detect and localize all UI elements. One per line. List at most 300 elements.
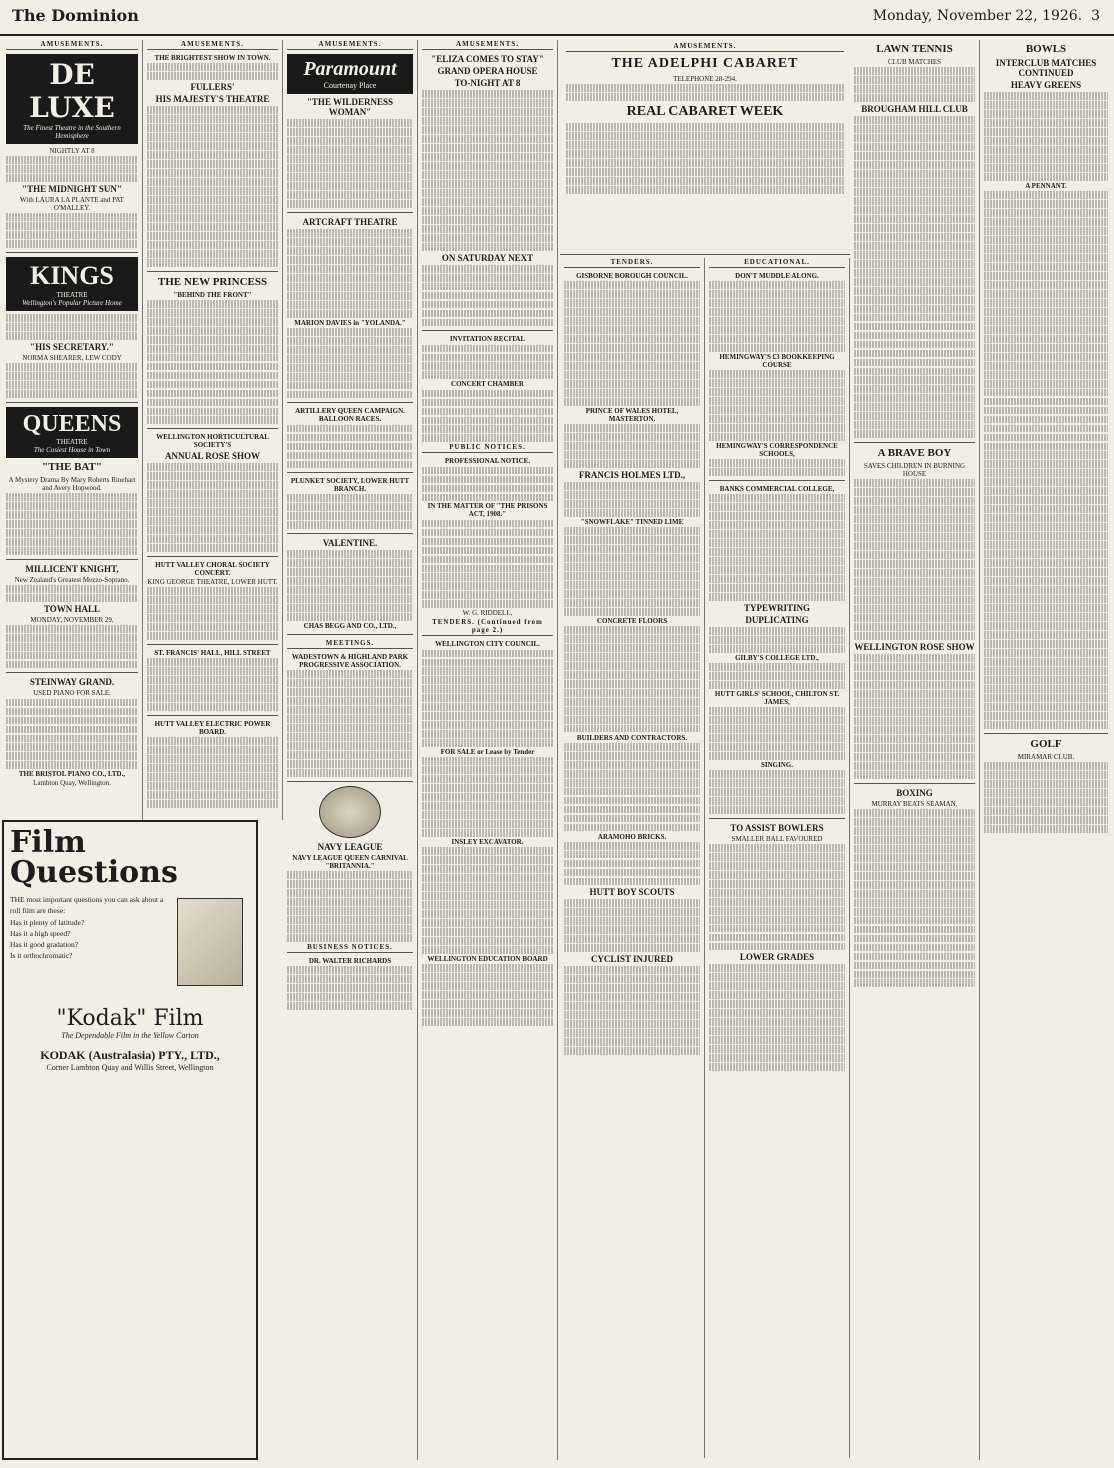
text-line	[709, 925, 845, 933]
duplicating: DUPLICATING	[745, 614, 809, 625]
text-line	[984, 173, 1108, 181]
text-line	[564, 806, 700, 814]
text-line	[422, 964, 553, 972]
text-line	[422, 345, 553, 353]
text-line	[564, 671, 700, 679]
text-line	[564, 635, 700, 643]
text-line	[422, 937, 553, 945]
divider	[147, 271, 278, 272]
text-line	[422, 573, 553, 581]
public-heading: PUBLIC NOTICES.	[422, 443, 553, 453]
text-line	[709, 964, 845, 972]
date-text: Monday, November 22, 1926.	[872, 8, 1083, 24]
text-line	[709, 503, 845, 511]
text-line	[709, 871, 845, 879]
text-line	[147, 115, 278, 123]
text-line	[854, 359, 975, 367]
text-line	[854, 170, 975, 178]
text-line	[147, 703, 278, 711]
text-line	[422, 910, 553, 918]
text-line	[984, 721, 1108, 729]
text-line	[564, 554, 700, 562]
divider	[422, 330, 553, 331]
text-line	[709, 916, 845, 924]
text-line	[422, 874, 553, 882]
text-line	[422, 766, 553, 774]
text-line	[984, 762, 1108, 770]
text-line	[709, 853, 845, 861]
text-line	[422, 659, 553, 667]
text-line	[147, 309, 278, 317]
snowflake-lime: "SNOWFLAKE" TINNED LIME	[580, 517, 684, 526]
text-line	[854, 845, 975, 853]
text-line	[564, 707, 700, 715]
text-line	[709, 1063, 845, 1071]
text-line	[984, 451, 1108, 459]
text-line	[564, 326, 700, 334]
text-line	[854, 76, 975, 84]
text-line	[147, 300, 278, 308]
text-line	[287, 238, 413, 246]
paramount-name: Paramount	[303, 58, 397, 80]
text-line	[564, 644, 700, 652]
text-line	[564, 371, 700, 379]
text-line	[709, 512, 845, 520]
text-line	[287, 155, 413, 163]
text-line	[709, 557, 845, 565]
business-heading: BUSINESS NOTICES.	[287, 943, 413, 953]
text-line	[854, 717, 975, 725]
text-line	[287, 706, 413, 714]
text-line	[854, 771, 975, 779]
text-line	[422, 547, 553, 555]
text-line	[287, 880, 413, 888]
text-line	[287, 200, 413, 208]
text-line	[422, 274, 553, 282]
text-line	[984, 712, 1108, 720]
text-line	[854, 672, 975, 680]
cyclist-injured: CYCLIST INJURED	[590, 954, 674, 965]
text-line	[422, 650, 553, 658]
text-line	[422, 685, 553, 693]
text-line	[984, 640, 1108, 648]
text-line	[854, 542, 975, 550]
text-line	[6, 165, 138, 173]
text-line	[147, 623, 278, 631]
text-line	[984, 694, 1108, 702]
text-line	[854, 350, 975, 358]
text-line	[422, 865, 553, 873]
text-line	[287, 425, 413, 433]
navy-badge-image	[319, 786, 381, 838]
text-line	[854, 699, 975, 707]
queens-desc: A Mystery Drama By Mary Roberts Rinehart and Avery Hopwood.	[8, 475, 136, 492]
gilbys: GILBY'S COLLEGE LTD.,	[735, 653, 819, 662]
text-line	[709, 907, 845, 915]
text-line	[984, 371, 1108, 379]
text-line	[709, 973, 845, 981]
text-line	[422, 425, 553, 433]
paper-name: The Dominion	[12, 6, 139, 25]
text-line	[147, 773, 278, 781]
text-line	[854, 368, 975, 376]
text-line	[984, 389, 1108, 397]
text-line	[422, 162, 553, 170]
text-line	[147, 605, 278, 613]
text-line	[422, 946, 553, 954]
text-line	[422, 739, 553, 747]
text-line	[422, 538, 553, 546]
text-line	[984, 398, 1108, 406]
text-line	[709, 1054, 845, 1062]
text-line	[984, 236, 1108, 244]
artillery: ARTILLERY QUEEN CAMPAIGN. BALLOON RACES.	[295, 407, 405, 424]
text-line	[422, 856, 553, 864]
text-line	[147, 764, 278, 772]
text-line	[984, 771, 1108, 779]
text-line	[422, 982, 553, 990]
hutt-scouts: HUTT BOY SCOUTS	[589, 887, 675, 898]
text-line	[984, 505, 1108, 513]
grand-opera: GRAND OPERA HOUSE	[437, 66, 538, 76]
text-line	[854, 116, 975, 124]
text-line	[984, 523, 1108, 531]
assist-bowlers: TO ASSIST BOWLERS	[730, 822, 824, 833]
text-line	[984, 362, 1108, 370]
text-line	[564, 442, 700, 450]
masthead	[0, 0, 1114, 36]
text-line	[147, 241, 278, 249]
text-line	[566, 141, 844, 149]
text-line	[287, 871, 413, 879]
text-line	[984, 496, 1108, 504]
text-line	[709, 1027, 845, 1035]
deluxe-when: NIGHTLY AT 8	[49, 147, 95, 155]
hemingway: HEMINGWAY'S CORRESPONDENCE SCHOOLS,	[716, 441, 838, 458]
text-line	[854, 143, 975, 151]
text-line	[422, 667, 553, 675]
text-line	[287, 229, 413, 237]
text-line	[6, 752, 138, 760]
text-line	[984, 807, 1108, 815]
text-line	[287, 301, 413, 309]
bowls: BOWLS	[1025, 43, 1067, 55]
brave-sub: SAVES CHILDREN IN BURNING HOUSE	[863, 462, 966, 479]
text-line	[287, 733, 413, 741]
text-line	[984, 676, 1108, 684]
text-line	[984, 281, 1108, 289]
text-line	[422, 757, 553, 765]
text-line	[564, 1047, 700, 1055]
text-line	[709, 636, 845, 644]
text-line	[709, 806, 845, 814]
text-line	[564, 1011, 700, 1019]
typewriting: TYPEWRITING	[743, 602, 810, 613]
divider	[6, 559, 138, 560]
text-line	[287, 461, 413, 469]
text-line	[287, 568, 413, 576]
column-heading: AMUSEMENTS.	[147, 40, 278, 50]
text-line	[854, 251, 975, 259]
text-line	[287, 889, 413, 897]
text-line	[854, 296, 975, 304]
text-line	[564, 344, 700, 352]
pennant: A PENNANT.	[1025, 181, 1067, 190]
tonight: TO-NIGHT AT 8	[454, 78, 521, 88]
valentine: VALENTINE.	[322, 538, 378, 549]
text-line	[564, 608, 700, 616]
text-line	[854, 215, 975, 223]
text-line	[854, 890, 975, 898]
text-line	[287, 586, 413, 594]
interclub: INTERCLUB MATCHES CONTINUED	[995, 58, 1097, 78]
text-line	[984, 559, 1108, 567]
text-line	[709, 672, 845, 680]
divider	[287, 533, 413, 534]
kings-ad	[6, 257, 138, 311]
city-council: WELLINGTON CITY COUNCIL.	[435, 640, 540, 649]
text-line	[984, 137, 1108, 145]
text-line	[422, 198, 553, 206]
divider	[287, 634, 413, 635]
builders: BUILDERS AND CONTRACTORS.	[576, 733, 688, 742]
concrete-floors: CONCRETE FLOORS	[596, 616, 668, 625]
text-line	[147, 782, 278, 790]
hutt-girls: HUTT GIRLS' SCHOOL, CHILTON ST. JAMES,	[714, 689, 840, 706]
text-line	[287, 373, 413, 381]
divider	[147, 556, 278, 557]
text-line	[422, 901, 553, 909]
text-line	[564, 1002, 700, 1010]
text-line	[564, 944, 700, 952]
text-line	[709, 663, 845, 671]
text-line	[984, 218, 1108, 226]
text-line	[854, 881, 975, 889]
text-line	[709, 743, 845, 751]
text-line	[709, 1000, 845, 1008]
text-line	[287, 724, 413, 732]
column-7	[850, 40, 980, 1460]
text-line	[422, 371, 553, 379]
text-line	[984, 825, 1108, 833]
queens-film: "THE BAT"	[42, 460, 102, 473]
text-line	[147, 72, 278, 80]
text-line	[422, 417, 553, 425]
text-line	[564, 362, 700, 370]
text-line	[287, 443, 413, 451]
text-line	[564, 482, 700, 490]
text-line	[422, 784, 553, 792]
steinway-addr: Lambton Quay, Wellington.	[33, 779, 111, 788]
text-line	[854, 872, 975, 880]
text-line	[147, 142, 278, 150]
brave-boy: A BRAVE BOY	[877, 447, 952, 460]
text-line	[854, 935, 975, 943]
text-line	[709, 424, 845, 432]
text-line	[6, 661, 138, 669]
text-line	[287, 434, 413, 442]
text-line	[984, 317, 1108, 325]
text-line	[984, 631, 1108, 639]
gisborne: GISBORNE BOROUGH COUNCIL.	[576, 272, 688, 280]
text-line	[564, 743, 700, 751]
text-line	[287, 346, 413, 354]
text-line	[854, 430, 975, 438]
text-line	[709, 521, 845, 529]
text-line	[984, 780, 1108, 788]
text-line	[6, 390, 138, 398]
text-line	[709, 566, 845, 574]
text-line	[422, 292, 553, 300]
text-line	[564, 860, 700, 868]
text-line	[984, 685, 1108, 693]
column-heading: TENDERS.	[564, 258, 700, 268]
text-line	[422, 721, 553, 729]
text-line	[287, 503, 413, 511]
text-line	[854, 488, 975, 496]
text-line	[854, 152, 975, 160]
education-board: WELLINGTON EDUCATION BOARD	[427, 955, 548, 964]
professional: PROFESSIONAL NOTICE.	[444, 457, 531, 466]
text-line	[854, 632, 975, 640]
text-line	[422, 676, 553, 684]
text-line	[287, 760, 413, 768]
text-line	[147, 133, 278, 141]
text-line	[854, 836, 975, 844]
text-line	[564, 975, 700, 983]
queens-name: QUEENS	[22, 410, 122, 437]
navy-carnival: NAVY LEAGUE QUEEN CARNIVAL "BRITANNIA."	[292, 854, 408, 871]
horticultural: WELLINGTON HORTICULTURAL SOCIETY'S	[156, 433, 269, 450]
text-line	[709, 468, 845, 476]
text-line	[854, 242, 975, 250]
text-line	[147, 232, 278, 240]
text-line	[422, 180, 553, 188]
singing: SINGING.	[760, 760, 794, 769]
text-line	[854, 67, 975, 75]
text-line	[564, 851, 700, 859]
kodak-addr: Corner Lambton Quay and Willis Street, Wellington	[46, 1063, 214, 1072]
text-line	[984, 622, 1108, 630]
text-line	[854, 332, 975, 340]
concert-chamber: CONCERT CHAMBER	[451, 380, 524, 389]
text-line	[984, 110, 1108, 118]
text-line	[854, 125, 975, 133]
text-line	[854, 314, 975, 322]
choral-society: HUTT VALLEY CHORAL SOCIETY CONCERT.	[155, 561, 270, 578]
text-line	[709, 593, 845, 601]
text-line	[287, 355, 413, 363]
text-line	[854, 161, 975, 169]
kings-cast: NORMA SHEARER, LEW CODY	[22, 353, 122, 362]
text-line	[854, 605, 975, 613]
text-line	[854, 278, 975, 286]
text-line	[147, 499, 278, 507]
adelphi-ad	[560, 40, 850, 255]
steinway-firm: THE BRISTOL PIANO CO., LTD.,	[18, 770, 126, 779]
text-line	[984, 586, 1108, 594]
text-line	[564, 626, 700, 634]
text-line	[854, 854, 975, 862]
text-line	[984, 487, 1108, 495]
text-line	[709, 1009, 845, 1017]
text-line	[984, 460, 1108, 468]
text-line	[709, 539, 845, 547]
text-line	[6, 363, 138, 371]
text-line	[147, 408, 278, 416]
text-line	[147, 685, 278, 693]
text-line	[422, 712, 553, 720]
text-line	[854, 188, 975, 196]
text-line	[564, 662, 700, 670]
text-line	[984, 532, 1108, 540]
text-line	[709, 406, 845, 414]
brightest-show: THE BRIGHTEST SHOW IN TOWN.	[154, 54, 271, 62]
text-line	[854, 578, 975, 586]
text-line	[854, 94, 975, 102]
text-line	[984, 703, 1108, 711]
text-line	[147, 800, 278, 808]
text-line	[147, 596, 278, 604]
text-line	[709, 788, 845, 796]
text-line	[147, 160, 278, 168]
text-line	[564, 290, 700, 298]
text-line	[854, 323, 975, 331]
spacer	[258, 820, 283, 830]
text-line	[984, 353, 1108, 361]
text-line	[709, 370, 845, 378]
text-line	[984, 263, 1108, 271]
prince-of-wales: PRINCE OF WALES HOTEL, MASTERTON.	[585, 406, 679, 423]
text-line	[709, 397, 845, 405]
text-line	[422, 408, 553, 416]
text-line	[566, 132, 844, 140]
dont-muddle: DON'T MUDDLE ALONG.	[735, 272, 819, 280]
text-line	[709, 898, 845, 906]
column-heading: AMUSEMENTS.	[566, 42, 844, 52]
text-line	[287, 256, 413, 264]
text-line	[422, 1009, 553, 1017]
rose-show: ANNUAL ROSE SHOW	[164, 451, 261, 462]
text-line	[422, 362, 553, 370]
text-line	[287, 146, 413, 154]
text-line	[422, 126, 553, 134]
text-line	[287, 925, 413, 933]
text-line	[984, 290, 1108, 298]
text-line	[564, 563, 700, 571]
text-line	[566, 177, 844, 185]
text-line	[422, 829, 553, 837]
kodak-firm: KODAK (Australasia) PTY., LTD.,	[40, 1048, 220, 1062]
text-line	[422, 207, 553, 215]
text-line	[287, 769, 413, 777]
marion-davies: MARION DAVIES in "YOLANDA."	[294, 318, 406, 327]
text-line	[287, 521, 413, 529]
text-line	[564, 572, 700, 580]
text-line	[709, 862, 845, 870]
text-line	[287, 164, 413, 172]
eliza: "ELIZA COMES TO STAY"	[431, 54, 544, 64]
text-line	[422, 494, 553, 502]
text-line	[6, 699, 138, 707]
text-line	[564, 698, 700, 706]
text-line	[984, 380, 1108, 388]
column-8	[980, 40, 1112, 1460]
text-line	[564, 1029, 700, 1037]
text-line	[422, 591, 553, 599]
text-line	[854, 623, 975, 631]
text-line	[422, 99, 553, 107]
